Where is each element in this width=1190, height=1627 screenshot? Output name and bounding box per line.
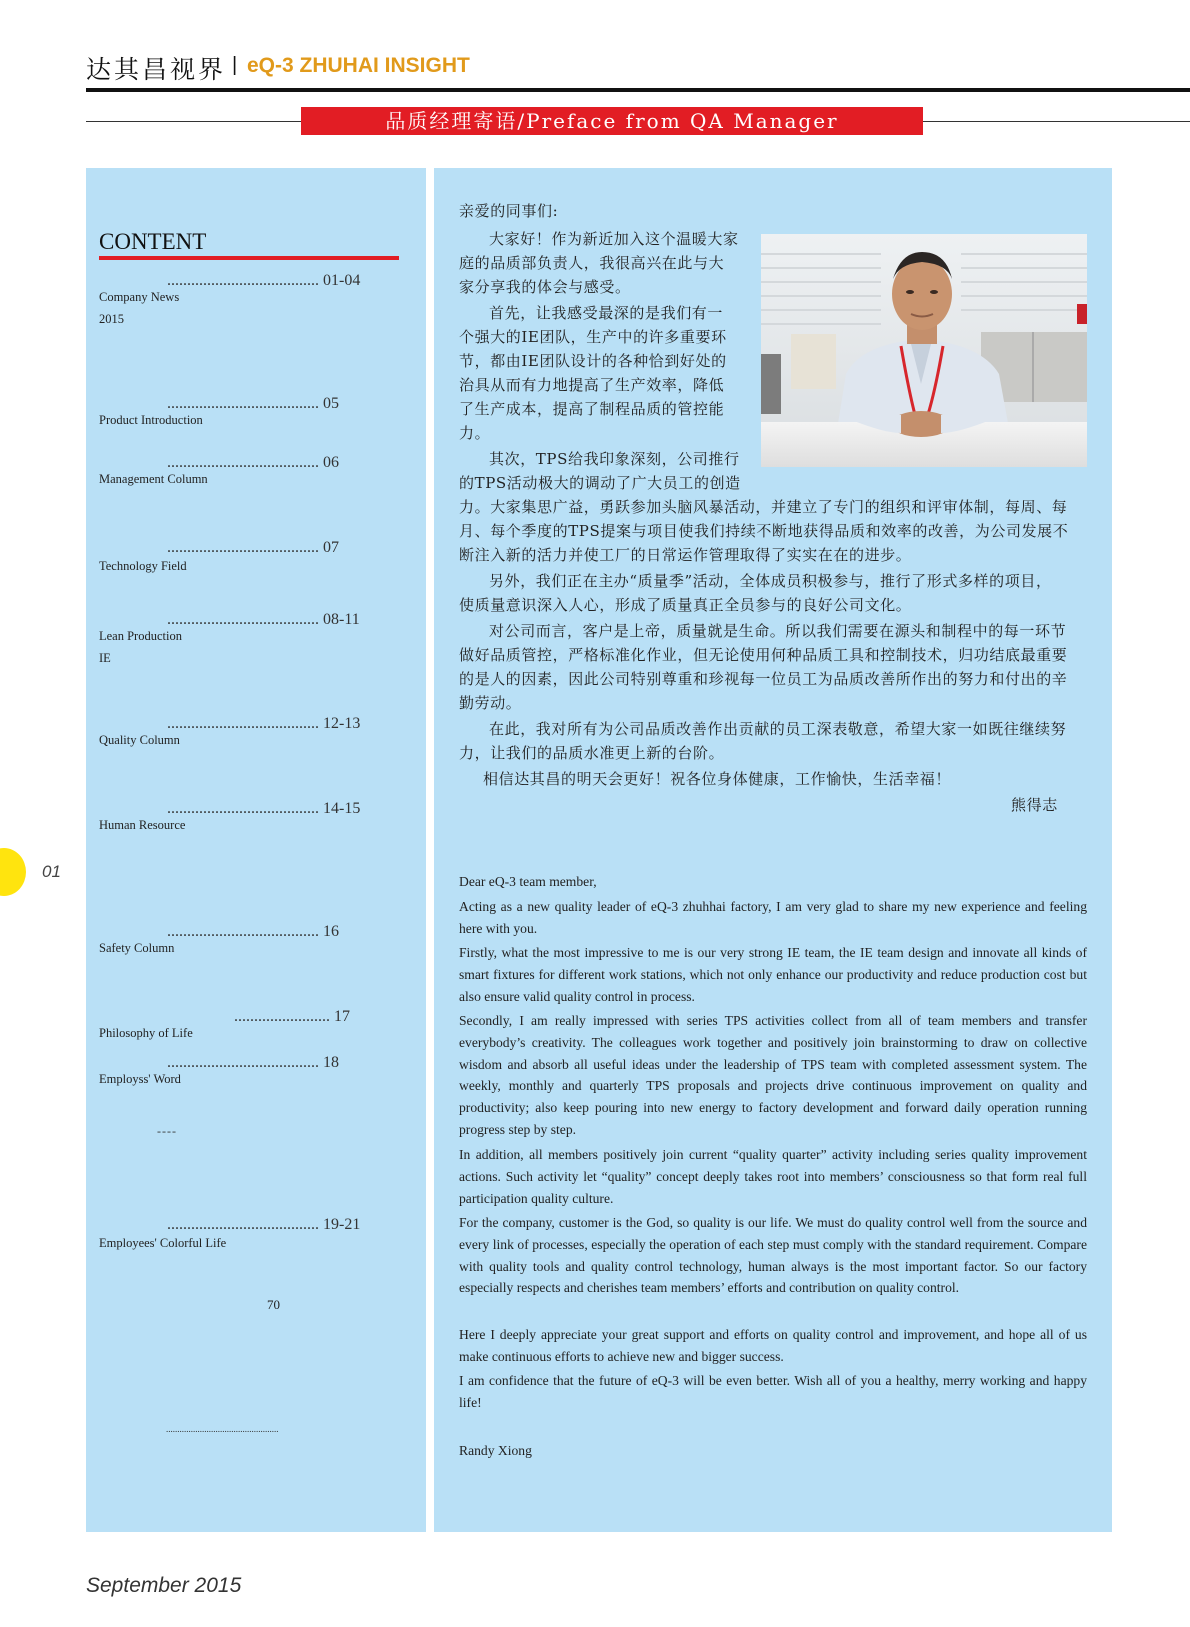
manager-portrait: [761, 234, 1087, 467]
toc-item-label[interactable]: Philosophy of Life: [99, 1026, 193, 1040]
magazine-title-english: eQ-3 ZHUHAI INSIGHT: [247, 54, 470, 77]
letter-zh-line: 相信达其昌的明天会更好！祝各位身体健康，工作愉快，生活幸福！: [483, 770, 952, 788]
letter-zh-line: 治具从而有力地提高了生产效率，降低: [459, 376, 725, 394]
toc-item-sub: IE: [99, 651, 111, 665]
letter-zh-line: 其次，TPS给我印象深刻，公司推行: [489, 450, 740, 468]
letter-zh-signature: 熊得志: [1011, 796, 1058, 814]
letter-zh-line: 庭的品质部负责人，我很高兴在此与大: [459, 254, 725, 272]
letter-zh-line: 勤劳动。: [459, 694, 522, 712]
letter-zh-line: 使质量意识深入人心，形成了质量真正全员参与的良好公司文化。: [459, 596, 912, 614]
letter-en-paragraph: Secondly, I am really impressed with series TPS activities collect from all of team members and transfer everybody’s creativity. The colleagues work together and positively join brainstorming to draw on collective wisdom and absorb all useful ideas under the leadership of TPS team with completed assessment system. The weekly, monthly and quarterly TPS proposals and projects drive continuous improvement on quality and productivity; also keep pouring into new energy to factory development and forward daily operation running progress step by step.: [459, 1013, 1087, 1137]
contents-heading: CONTENT: [99, 229, 207, 254]
letter-zh-line: 大家好！作为新近加入这个温暖大家: [489, 230, 739, 248]
toc-page-ref: ...................................... 14-15: [167, 800, 361, 817]
magazine-title-chinese: 达其昌视界: [86, 55, 227, 84]
toc-page-ref: ...................................... 08-11: [167, 611, 360, 628]
page-marker-dot: [0, 848, 26, 896]
toc-page-ref: ...................................... 12-13: [167, 715, 361, 732]
section-title-banner: 品质经理寄语/Preface from QA Manager: [301, 107, 923, 135]
contents-heading-rule: [99, 256, 399, 260]
letter-zh-line: 对公司而言，客户是上帝，质量就是生命。所以我们需要在源头和制程中的每一环节: [489, 622, 1067, 640]
toc-item-label[interactable]: Management Column: [99, 472, 208, 486]
header-rule: [86, 88, 1190, 92]
toc-item-label[interactable]: Product Introduction: [99, 413, 203, 427]
toc-item-label[interactable]: Employss' Word: [99, 1072, 181, 1086]
letter-zh-line: 家分享我的体会与感受。: [459, 278, 631, 296]
toc-placeholder-dashes: ----: [157, 1124, 177, 1138]
toc-page-ref: ...................................... 19-21: [167, 1216, 361, 1233]
title-separator: |: [232, 54, 238, 76]
letter-zh-greeting: 亲爱的同事们:: [459, 202, 559, 220]
letter-zh-line: 的TPS活动极大的调动了广大员工的创造: [459, 474, 741, 492]
toc-page-ref: ........................ 17: [234, 1008, 350, 1025]
letter-zh-line: 月、每个季度的TPS提案与项目使我们持续不断地获得品质和效率的改善，为公司发展不: [459, 522, 1069, 540]
letter-en-greeting: Dear eQ-3 team member,: [459, 874, 597, 889]
letter-zh-line: 个强大的IE团队，生产中的许多重要环: [459, 328, 727, 346]
letter-zh-line: 了生产成本，提高了制程品质的管控能: [459, 400, 725, 418]
letter-zh-line: 的是人的因素，因此公司特别尊重和珍视每一位员工为品质改善所作出的努力和付出的辛: [459, 670, 1068, 688]
letter-zh-line: 首先，让我感受最深的是我们有一: [489, 304, 724, 322]
toc-item-label[interactable]: Safety Column: [99, 941, 175, 955]
letter-en-paragraph: For the company, customer is the God, so quality is our life. We must do quality control well from the source and every link of processes, especially the operation of each step must comply with the standard requirement. Compare with quality tools and quality control technology, human always is the most important factor. So our factory especially respects and cherishes team members’ efforts and contribution on quality control.: [459, 1215, 1087, 1296]
toc-page-ref: ...................................... 16: [167, 923, 339, 940]
letter-zh-line: 在此，我对所有为公司品质改善作出贡献的员工深表敬意，希望大家一如既往继续努: [489, 720, 1067, 738]
toc-page-ref: ...................................... 05: [167, 395, 339, 412]
issue-date: September 2015: [86, 1574, 242, 1597]
letter-zh-line: 做好品质管控，严格标准化作业，但无论使用何种品质工具和控制技术，归功结底最重要: [459, 646, 1068, 664]
letter-zh-line: 节，都由IE团队设计的各种恰到好处的: [459, 352, 727, 370]
contents-panel: [86, 168, 426, 1532]
letter-zh-line: 力，让我们的品质水准更上新的台阶。: [459, 744, 725, 762]
letter-zh-line: 力。大家集思广益，勇跃参加头脑风暴活动，并建立了专门的组织和评审体制，每周、每: [459, 498, 1068, 516]
toc-item-label[interactable]: Quality Column: [99, 733, 180, 747]
letter-en-paragraph: I am confidence that the future of eQ-3 will be even better. Wish all of you a healthy, merry working and happy life!: [459, 1373, 1087, 1410]
toc-page-ref: ...................................... 01-04: [167, 272, 361, 289]
toc-item-label[interactable]: Technology Field: [99, 559, 187, 573]
letter-en-signature: Randy Xiong: [459, 1443, 532, 1458]
toc-item-label[interactable]: Human Resource: [99, 818, 186, 832]
toc-page-ref: ...................................... 07: [167, 539, 339, 556]
toc-item-label[interactable]: Employees' Colorful Life: [99, 1236, 227, 1250]
letter-zh-line: 断注入新的活力并使工厂的日常运作管理取得了实实在在的进步。: [459, 546, 912, 564]
letter-en-paragraph: Firstly, what the most impressive to me is our very strong IE team, the IE team design and innovate all kinds of smart fixtures for different work stations, which not only enhance our productivity and reduce production cost but also ensure valid quality control in process.: [459, 945, 1087, 1004]
letter-zh-line: 另外，我们正在主办“质量季”活动，全体成员积极参与，推行了形式多样的项目，: [489, 572, 1052, 590]
toc-trailing-dots: ..................................................: [166, 1424, 279, 1434]
toc-page-total: 70: [267, 1297, 280, 1312]
letter-zh-line: 力。: [459, 424, 491, 442]
page-number: 01: [42, 862, 61, 881]
toc-item-sub: 2015: [99, 312, 124, 326]
toc-page-ref: ...................................... 18: [167, 1054, 339, 1071]
letter-en-paragraph: Acting as a new quality leader of eQ-3 zhuhhai factory, I am very glad to share my new experience and feeling here with you.: [459, 899, 1087, 936]
toc-item-label[interactable]: Lean Production: [99, 629, 182, 643]
letter-en-paragraph: In addition, all members positively join current “quality quarter” activity including series quality improvement actions. Such activity let “quality” concept deeply takes root into members’ consciousness so that form real full participation quality culture.: [459, 1147, 1087, 1206]
letter-en-paragraph: Here I deeply appreciate your great support and efforts on quality control and improvement, and hope all of us make continuous efforts to achieve new and bigger success.: [459, 1327, 1087, 1364]
toc-page-ref: ...................................... 06: [167, 454, 339, 471]
toc-item-label[interactable]: Company News: [99, 290, 180, 304]
